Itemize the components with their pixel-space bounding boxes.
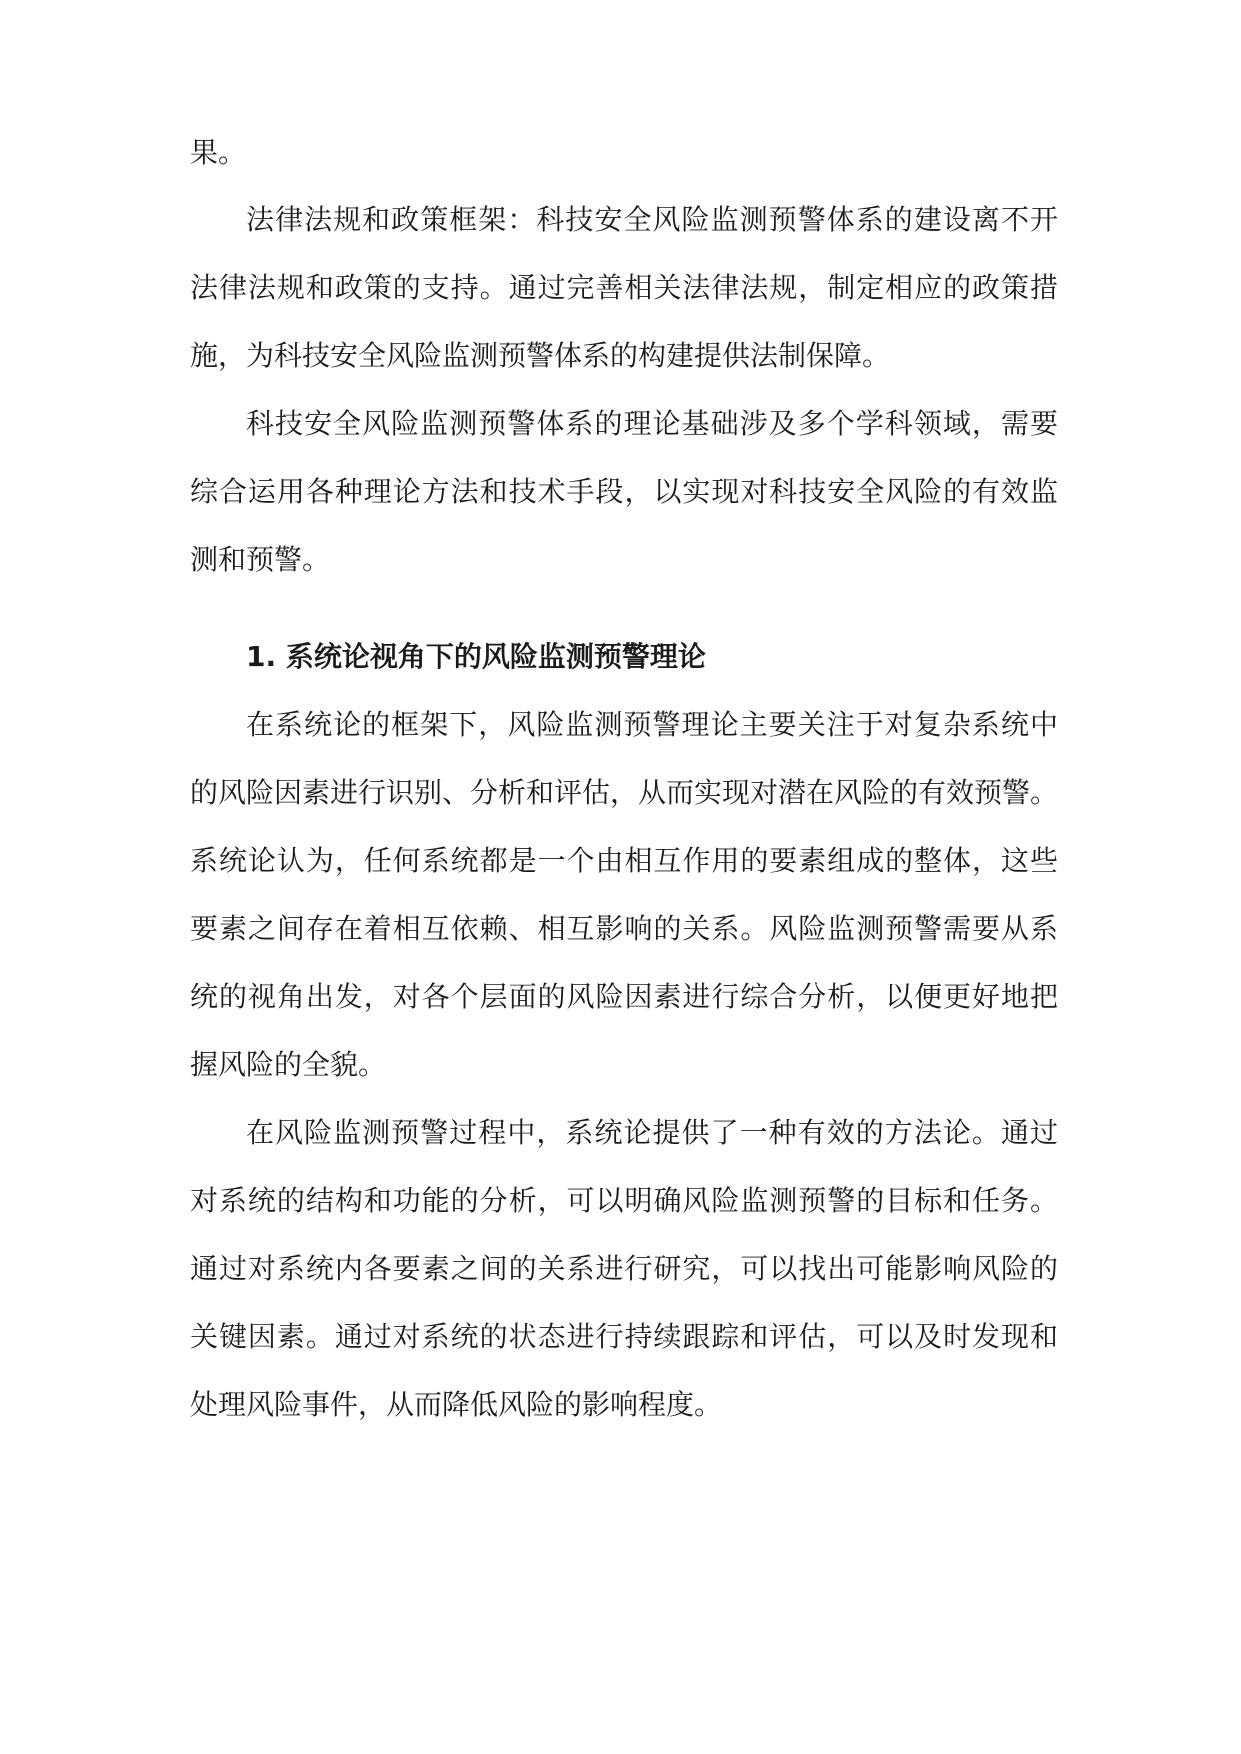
paragraph-line: 统的视角出发，对各个层面的风险因素进行综合分析，以便更好地把 [190,980,1058,1013]
paragraph-line: 测和预警。 [190,543,331,576]
paragraph-line: 系统论认为，任何系统都是一个由相互作用的要素组成的整体，这些 [190,844,1058,877]
paragraph-line: 要素之间存在着相互依赖、相互影响的关系。风险监测预警需要从系 [190,912,1058,945]
paragraph-line: 在风险监测预警过程中，系统论提供了一种有效的方法论。通过 [246,1116,1058,1149]
paragraph-line: 施，为科技安全风险监测预警体系的构建提供法制保障。 [190,339,891,372]
paragraph-line: 法律法规和政策的支持。通过完善相关法律法规，制定相应的政策措 [190,271,1058,304]
paragraph-line: 握风险的全貌。 [190,1048,387,1081]
paragraph-line: 科技安全风险监测预警体系的理论基础涉及多个学科领域，需要 [246,407,1058,440]
paragraph-line: 综合运用各种理论方法和技术手段，以实现对科技安全风险的有效监 [190,475,1058,508]
paragraph-line: 果。 [190,136,247,169]
paragraph-line: 在系统论的框架下，风险监测预警理论主要关注于对复杂系统中 [246,708,1058,741]
paragraph-line: 的风险因素进行识别、分析和评估，从而实现对潜在风险的有效预警。 [190,776,1059,809]
section-heading: 1. 系统论视角下的风险监测预警理论 [246,640,706,673]
paragraph-line: 法律法规和政策框架：科技安全风险监测预警体系的建设离不开 [246,203,1058,236]
paragraph-line: 对系统的结构和功能的分析，可以明确风险监测预警的目标和任务。 [190,1184,1058,1217]
paragraph-line: 通过对系统内各要素之间的关系进行研究，可以找出可能影响风险的 [190,1252,1058,1285]
paragraph-line: 关键因素。通过对系统的状态进行持续跟踪和评估，可以及时发现和 [190,1320,1058,1353]
paragraph-line: 处理风险事件，从而降低风险的影响程度。 [190,1388,723,1421]
